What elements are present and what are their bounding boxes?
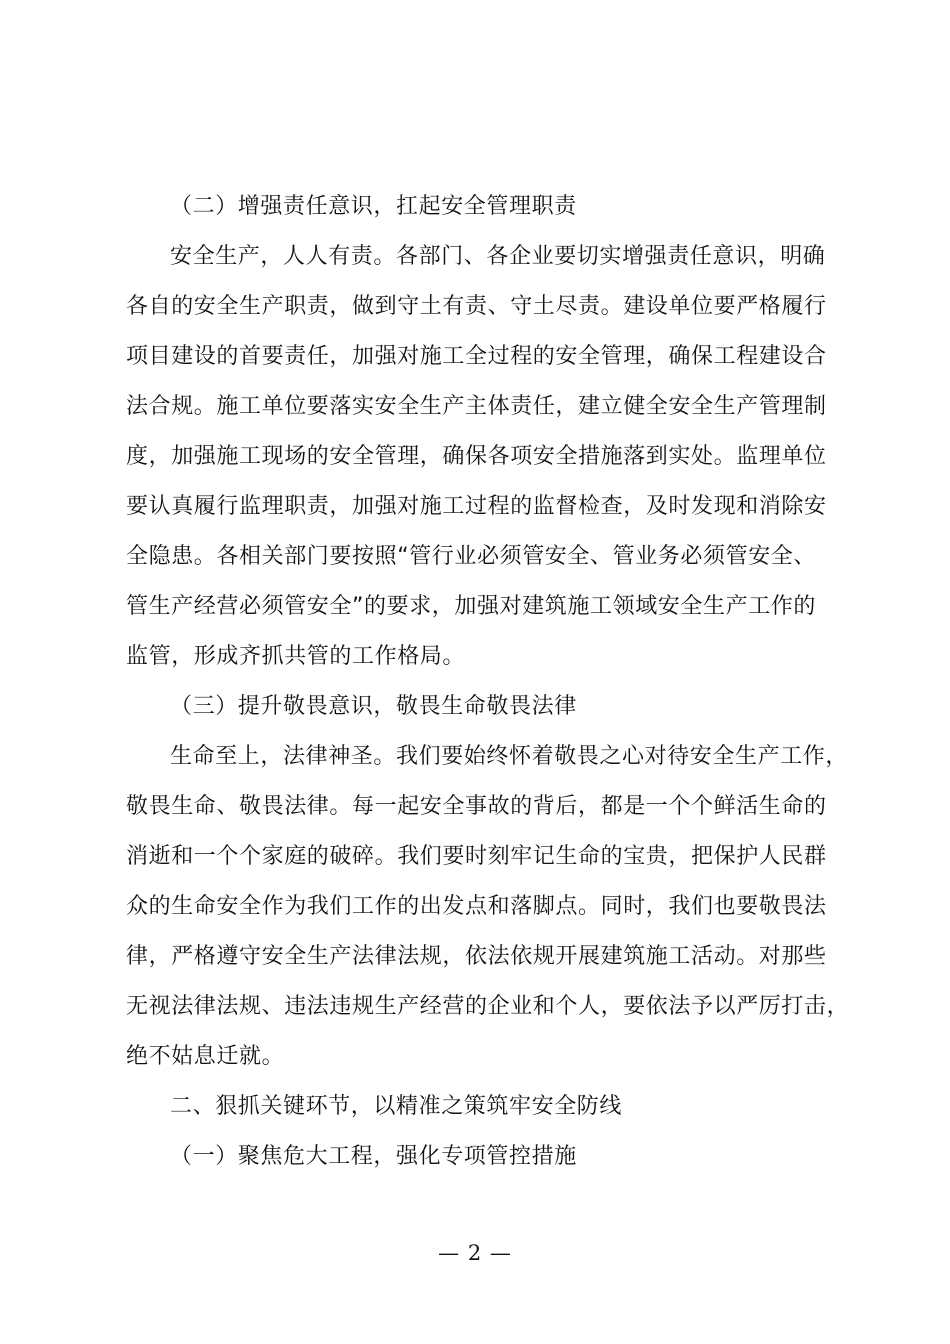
paragraph-line: 众的生命安全作为我们工作的出发点和落脚点。同时，我们也要敬畏法 <box>126 894 827 919</box>
paragraph-line: 项目建设的首要责任，加强对施工全过程的安全管理，确保工程建设合 <box>126 344 827 369</box>
paragraph-line: 敬畏生命、敬畏法律。每一起安全事故的背后，都是一个个鲜活生命的 <box>126 794 827 819</box>
paragraph-line: 律，严格遵守安全生产法律法规，依法依规开展建筑施工活动。对那些 <box>126 944 827 969</box>
paragraph-line: 消逝和一个个家庭的破碎。我们要时刻牢记生命的宝贵，把保护人民群 <box>126 844 827 869</box>
paragraph-line: 法合规。施工单位要落实安全生产主体责任，建立健全安全生产管理制 <box>126 394 827 419</box>
paragraph-line: 无视法律法规、违法违规生产经营的企业和个人，要依法予以严厉打击， <box>126 994 850 1019</box>
paragraph-line: 各自的安全生产职责，做到守土有责、守土尽责。建设单位要严格履行 <box>126 294 827 319</box>
paragraph-line: 生命至上，法律神圣。我们要始终怀着敬畏之心对待安全生产工作， <box>170 744 849 769</box>
paragraph-line: 要认真履行监理职责，加强对施工过程的监督检查，及时发现和消除安 <box>126 494 827 519</box>
paragraph-line: 全隐患。各相关部门要按照“管行业必须管安全、管业务必须管安全、 <box>126 544 816 569</box>
paragraph-line: 绝不姑息迁就。 <box>126 1044 285 1069</box>
paragraph-line: 度，加强施工现场的安全管理，确保各项安全措施落到实处。监理单位 <box>126 444 827 469</box>
section-heading: （三）提升敬畏意识，敬畏生命敬畏法律 <box>170 694 577 719</box>
page-number: — 2 — <box>438 1241 512 1265</box>
document-body <box>126 182 850 1182</box>
chapter-heading: 二、狠抓关键环节，以精准之策筑牢安全防线 <box>170 1094 623 1119</box>
paragraph-line: 安全生产，人人有责。各部门、各企业要切实增强责任意识，明确 <box>170 244 826 269</box>
section-heading: （二）增强责任意识，扛起安全管理职责 <box>170 194 577 219</box>
paragraph-line: 监管，形成齐抓共管的工作格局。 <box>126 644 466 669</box>
section-heading: （一）聚焦危大工程，强化专项管控措施 <box>170 1144 577 1169</box>
paragraph-line: 管生产经营必须管安全”的要求，加强对建筑施工领域安全生产工作的 <box>126 594 816 619</box>
